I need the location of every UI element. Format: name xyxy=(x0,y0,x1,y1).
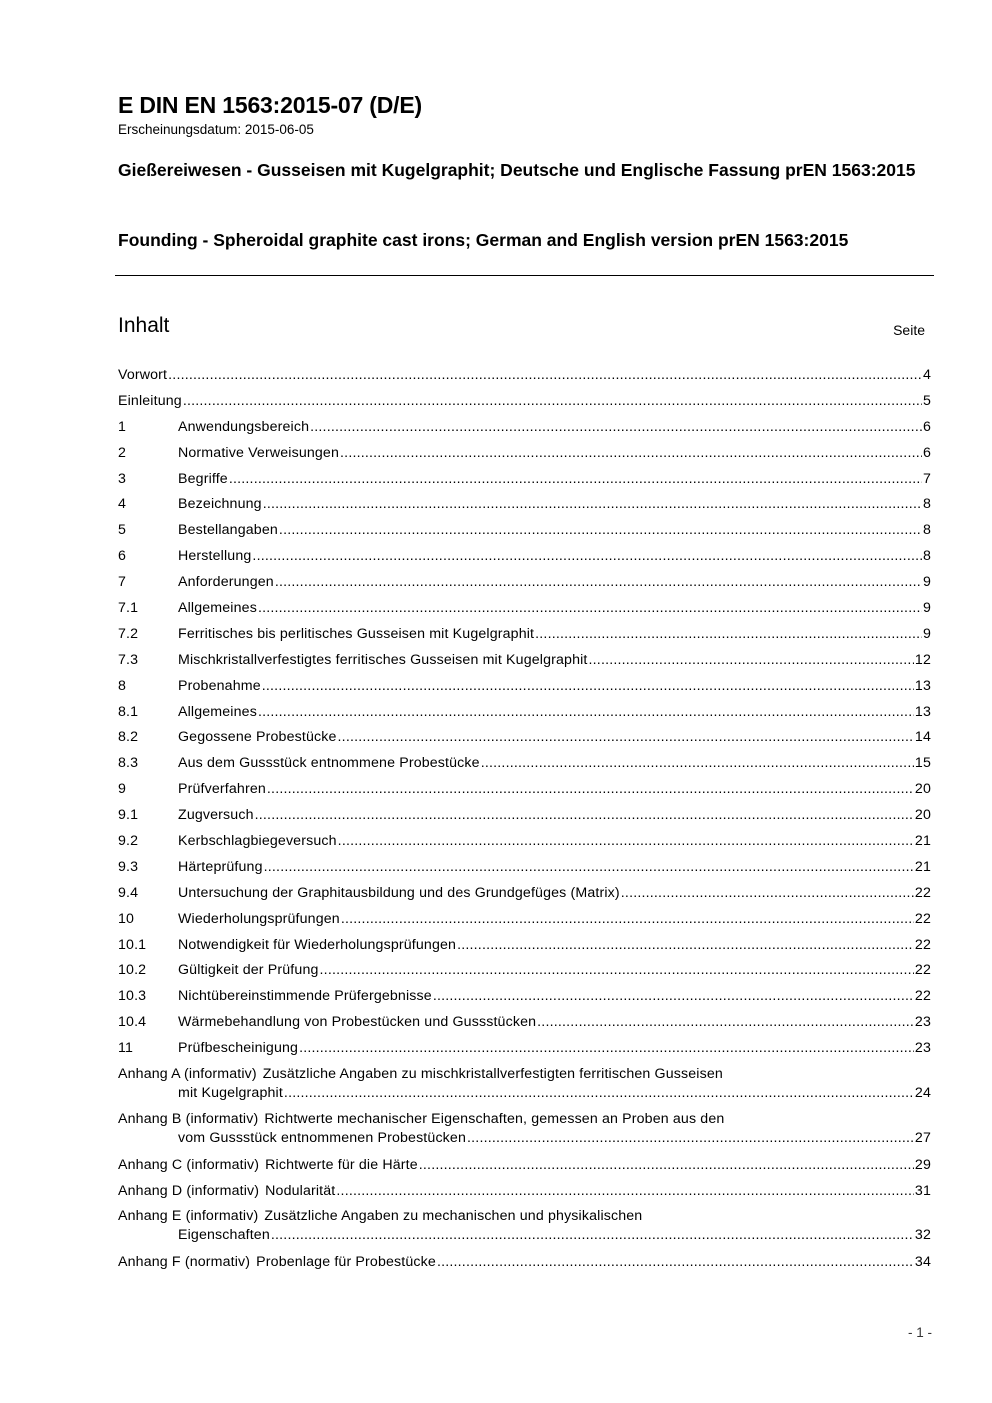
toc-annex-title-line1: Zusätzliche Angaben zu mechanischen und physikalischen xyxy=(264,1208,643,1225)
toc-annex-title-line2: vom Gussstück entnommenen Probestücken xyxy=(178,1130,467,1147)
toc-annex-title-line1: Richtwerte mechanischer Eigenschaften, gemessen an Proben aus den xyxy=(264,1111,725,1128)
toc-annex-row xyxy=(118,1182,931,1201)
toc-leader-dots xyxy=(183,392,922,411)
toc-entry-page: 22 xyxy=(914,936,931,953)
toc-entry-page: 9 xyxy=(922,574,931,591)
toc-entry-row xyxy=(118,521,931,540)
toc-entry[interactable] xyxy=(118,961,931,987)
toc-entry-title: Mischkristallverfestigtes ferritisches Gusseisen mit Kugelgraphit xyxy=(178,651,588,668)
toc-entry-page: 20 xyxy=(914,781,931,798)
toc-entry-number: 9.2 xyxy=(118,833,139,850)
toc-entry[interactable] xyxy=(118,703,931,729)
toc-entry-page: 22 xyxy=(914,988,931,1005)
toc-entry-row xyxy=(118,599,931,618)
toc-entry-number: 1 xyxy=(118,418,127,435)
toc-annex-title-line2: Eigenschaften xyxy=(178,1227,270,1244)
title-english: Founding - Spheroidal graphite cast irons; German and English version prEN 1563:2015 xyxy=(118,230,849,250)
toc-entry-page: 8 xyxy=(922,548,931,565)
toc-entry-number: 11 xyxy=(118,1040,134,1057)
toc-entry-title: Vorwort xyxy=(118,367,168,383)
toc-entry-number: 7.3 xyxy=(118,651,139,668)
toc-annex-label: Anhang D (informativ) xyxy=(118,1182,260,1199)
toc-annex-entry[interactable] xyxy=(118,1065,931,1110)
toc-leader-dots xyxy=(338,832,914,851)
toc-entry-page: 4 xyxy=(922,367,931,383)
toc-annex-second-line xyxy=(178,1129,931,1148)
toc-entry-page: 20 xyxy=(914,807,931,824)
toc-leader-dots xyxy=(279,521,922,540)
toc-leader-dots xyxy=(320,961,914,980)
toc-entry-page: 23 xyxy=(914,1040,931,1057)
toc-entry-title: Wiederholungsprüfungen xyxy=(178,910,340,927)
toc-entry[interactable] xyxy=(118,599,931,625)
toc-annex-page: 34 xyxy=(914,1253,931,1270)
toc-entry-title: Anwendungsbereich xyxy=(178,418,310,435)
toc-annex-page: 32 xyxy=(914,1227,931,1244)
toc-entry-row xyxy=(118,987,931,1006)
toc-entry-number: 4 xyxy=(118,496,127,513)
toc-annex-row xyxy=(118,1253,931,1272)
toc-entry-row xyxy=(118,651,931,670)
toc-entry-page: 6 xyxy=(922,444,931,461)
toc-entry-row xyxy=(118,936,931,955)
toc-entry-row xyxy=(118,884,931,903)
toc-entry-page: 13 xyxy=(914,703,931,720)
toc-leader-dots xyxy=(262,677,914,696)
toc-annex-label: Anhang C (informativ) xyxy=(118,1156,260,1173)
toc-entry-page: 7 xyxy=(922,470,931,487)
toc-annex-label: Anhang A (informativ) xyxy=(118,1066,257,1083)
toc-leader-dots xyxy=(340,444,922,463)
toc-entry-number: 8.1 xyxy=(118,703,139,720)
toc-entry-row xyxy=(118,1013,931,1032)
toc-leader-dots xyxy=(263,495,922,514)
footer-page-number: - 1 - xyxy=(907,1325,932,1340)
toc-annex-title: Nodularität xyxy=(265,1182,336,1199)
toc-entry-row xyxy=(118,366,931,385)
toc-entry[interactable] xyxy=(118,858,931,884)
toc-annex-page: 29 xyxy=(914,1156,931,1173)
toc-leader-dots xyxy=(271,1226,914,1245)
toc-entry[interactable] xyxy=(118,806,931,832)
document-number: E DIN EN 1563:2015-07 (D/E) xyxy=(118,92,422,118)
toc-leader-dots xyxy=(284,1084,914,1103)
toc-annex-first-line xyxy=(118,1207,642,1226)
toc-entry-title: Ferritisches bis perlitisches Gusseisen mit Kugelgraphit xyxy=(178,625,535,642)
toc-entry[interactable] xyxy=(118,677,931,703)
toc-entry-page: 22 xyxy=(914,884,931,901)
toc-leader-dots xyxy=(589,651,914,670)
toc-entry[interactable] xyxy=(118,418,931,444)
toc-entry[interactable] xyxy=(118,936,931,962)
toc-entry-number: 10.2 xyxy=(118,962,147,979)
toc-entry-row xyxy=(118,780,931,799)
toc-entry-page: 22 xyxy=(914,910,931,927)
toc-entry-number: 8 xyxy=(118,677,127,694)
toc-annex-entry[interactable] xyxy=(118,1207,931,1252)
toc-entry-title: Allgemeines xyxy=(178,600,257,617)
toc-entry-page: 15 xyxy=(914,755,931,772)
toc-entry-row xyxy=(118,392,931,411)
toc-entry-title: Normative Verweisungen xyxy=(178,444,340,461)
toc-leader-dots xyxy=(341,910,914,929)
toc-entry-row xyxy=(118,728,931,747)
toc-entry-number: 5 xyxy=(118,522,127,539)
toc-entry-row xyxy=(118,418,931,437)
toc-entry-title: Aus dem Gussstück entnommene Probestücke xyxy=(178,755,480,772)
toc-entry-number: 9.3 xyxy=(118,858,139,875)
toc-entry[interactable] xyxy=(118,728,931,754)
toc-entry[interactable] xyxy=(118,1039,931,1065)
toc-entry-page: 8 xyxy=(922,522,931,539)
toc-entry-number: 10.4 xyxy=(118,1014,147,1031)
toc-entry-number: 3 xyxy=(118,470,127,487)
toc-entry-title: Bezeichnung xyxy=(178,496,262,513)
toc-entry-title: Gegossene Probestücke xyxy=(178,729,337,746)
toc-entry-title: Härteprüfung xyxy=(178,858,263,875)
toc-entry-number: 6 xyxy=(118,548,127,565)
toc-leader-dots xyxy=(467,1129,914,1148)
toc-entry-number: 7 xyxy=(118,574,127,591)
toc-entry-number: 2 xyxy=(118,444,127,461)
toc-annex-label: Anhang F (normativ) xyxy=(118,1253,251,1270)
toc-entry-row xyxy=(118,470,931,489)
table-of-contents xyxy=(118,366,931,1279)
publication-date: Erscheinungsdatum: 2015-06-05 xyxy=(118,122,314,137)
toc-entry[interactable] xyxy=(118,651,931,677)
toc-leader-dots xyxy=(336,1182,914,1201)
toc-annex-page: 31 xyxy=(914,1182,931,1199)
toc-entry-page: 13 xyxy=(914,677,931,694)
toc-entry-page: 23 xyxy=(914,1014,931,1031)
toc-annex-page: 27 xyxy=(914,1130,931,1147)
toc-entry-number: 8.3 xyxy=(118,755,139,772)
toc-annex-entry[interactable] xyxy=(118,1110,931,1155)
toc-entry-row xyxy=(118,444,931,463)
toc-entry[interactable] xyxy=(118,625,931,651)
toc-entry-row xyxy=(118,754,931,773)
title-german: Gießereiwesen - Gusseisen mit Kugelgraphit; Deutsche und Englische Fassung prEN 1563:2015 xyxy=(118,160,916,180)
toc-leader-dots xyxy=(258,703,914,722)
toc-entry-page: 8 xyxy=(922,496,931,513)
toc-entry-row xyxy=(118,832,931,851)
toc-entry-number: 9 xyxy=(118,781,127,798)
toc-annex-title: Richtwerte für die Härte xyxy=(265,1156,418,1173)
toc-entry-row xyxy=(118,961,931,980)
toc-entry-title: Bestellangaben xyxy=(178,522,278,539)
toc-annex-title-line1: Zusätzliche Angaben zu mischkristallverfestigten ferritischen Gusseisen xyxy=(262,1066,723,1083)
toc-leader-dots xyxy=(252,547,922,566)
toc-entry[interactable] xyxy=(118,444,931,470)
toc-entry-page: 21 xyxy=(914,858,931,875)
toc-entry-title: Zugversuch xyxy=(178,807,254,824)
toc-entry-title: Prüfverfahren xyxy=(178,781,266,798)
toc-entry-title: Prüfbescheinigung xyxy=(178,1040,299,1057)
toc-entry[interactable] xyxy=(118,987,931,1013)
toc-annex-first-line xyxy=(118,1065,723,1084)
toc-leader-dots xyxy=(275,573,922,592)
toc-entry-title: Begriffe xyxy=(178,470,228,487)
toc-entry-title: Einleitung xyxy=(118,392,182,409)
toc-entry-number: 9.1 xyxy=(118,807,139,824)
toc-leader-dots xyxy=(437,1253,914,1272)
toc-entry-number: 10.3 xyxy=(118,988,147,1005)
toc-leader-dots xyxy=(264,858,914,877)
toc-leader-dots xyxy=(535,625,922,644)
toc-entry[interactable] xyxy=(118,832,931,858)
toc-entry-page: 9 xyxy=(922,625,931,642)
toc-entry-title: Untersuchung der Graphitausbildung und des Grundgefüges (Matrix) xyxy=(178,884,620,901)
toc-entry-row xyxy=(118,1039,931,1058)
toc-leader-dots xyxy=(419,1156,914,1175)
toc-leader-dots xyxy=(338,728,914,747)
toc-entry[interactable] xyxy=(118,573,931,599)
toc-annex-page: 24 xyxy=(914,1085,931,1102)
toc-entry-page: 22 xyxy=(914,962,931,979)
toc-entry[interactable] xyxy=(118,470,931,496)
toc-entry[interactable] xyxy=(118,910,931,936)
toc-annex-second-line xyxy=(178,1084,931,1103)
toc-entry-page: 14 xyxy=(914,729,931,746)
toc-annex-entry[interactable] xyxy=(118,1253,931,1279)
toc-entry[interactable] xyxy=(118,495,931,521)
toc-annex-entry[interactable] xyxy=(118,1156,931,1182)
toc-leader-dots xyxy=(537,1013,914,1032)
toc-entry[interactable] xyxy=(118,884,931,910)
toc-annex-row xyxy=(118,1156,931,1175)
toc-entry-row xyxy=(118,547,931,566)
toc-leader-dots xyxy=(258,599,922,618)
toc-entry-row xyxy=(118,703,931,722)
toc-entry-title: Probenahme xyxy=(178,677,261,694)
toc-entry-page: 12 xyxy=(914,651,931,668)
toc-heading: Inhalt xyxy=(118,314,170,337)
toc-leader-dots xyxy=(255,806,914,825)
toc-entry-title: Wärmebehandlung von Probestücken und Gussstücken xyxy=(178,1014,537,1031)
toc-page-column-label: Seite xyxy=(893,322,925,338)
toc-entry-title: Notwendigkeit für Wiederholungsprüfungen xyxy=(178,936,457,953)
toc-leader-dots xyxy=(299,1039,914,1058)
toc-leader-dots xyxy=(457,936,914,955)
toc-entry-title: Nichtübereinstimmende Prüfergebnisse xyxy=(178,988,432,1005)
toc-entry-page: 6 xyxy=(922,418,931,435)
header-divider xyxy=(115,275,934,276)
toc-leader-dots xyxy=(433,987,914,1006)
toc-entry-row xyxy=(118,495,931,514)
toc-annex-title: Probenlage für Probestücke xyxy=(256,1253,436,1270)
toc-entry-row xyxy=(118,625,931,644)
toc-entry[interactable] xyxy=(118,1013,931,1039)
toc-entry-title: Gültigkeit der Prüfung xyxy=(178,962,319,979)
toc-entry[interactable] xyxy=(118,780,931,806)
toc-annex-label: Anhang E (informativ) xyxy=(118,1208,259,1225)
toc-entry[interactable] xyxy=(118,754,931,780)
toc-annex-label: Anhang B (informativ) xyxy=(118,1111,259,1128)
toc-entry[interactable] xyxy=(118,366,931,392)
toc-entry-page: 5 xyxy=(922,392,931,409)
toc-annex-first-line xyxy=(118,1110,724,1129)
toc-entry-title: Kerbschlagbiegeversuch xyxy=(178,833,337,850)
toc-entry-row xyxy=(118,910,931,929)
toc-entry-number: 7.1 xyxy=(118,600,139,617)
toc-entry-row xyxy=(118,858,931,877)
toc-leader-dots xyxy=(229,470,922,489)
toc-entry-number: 8.2 xyxy=(118,729,139,746)
toc-leader-dots xyxy=(481,754,914,773)
toc-entry[interactable] xyxy=(118,392,931,418)
toc-annex-title-line2: mit Kugelgraphit xyxy=(178,1085,283,1102)
toc-annex-second-line xyxy=(178,1226,931,1245)
toc-entry-title: Anforderungen xyxy=(178,574,274,591)
toc-entry-row xyxy=(118,806,931,825)
toc-entry-page: 21 xyxy=(914,833,931,850)
toc-entry-title: Allgemeines xyxy=(178,703,257,720)
toc-leader-dots xyxy=(267,780,914,799)
toc-entry[interactable] xyxy=(118,521,931,547)
toc-entry-title: Herstellung xyxy=(178,548,252,565)
toc-entry-row xyxy=(118,677,931,696)
toc-entry-number: 9.4 xyxy=(118,884,139,901)
toc-annex-entry[interactable] xyxy=(118,1182,931,1208)
toc-entry-row xyxy=(118,573,931,592)
toc-leader-dots xyxy=(168,366,922,385)
toc-entry-number: 10.1 xyxy=(118,936,147,953)
toc-leader-dots xyxy=(621,884,914,903)
toc-entry-number: 10 xyxy=(118,910,135,927)
toc-entry-page: 9 xyxy=(922,600,931,617)
toc-leader-dots xyxy=(310,418,922,437)
toc-entry-number: 7.2 xyxy=(118,625,139,642)
toc-entry[interactable] xyxy=(118,547,931,573)
